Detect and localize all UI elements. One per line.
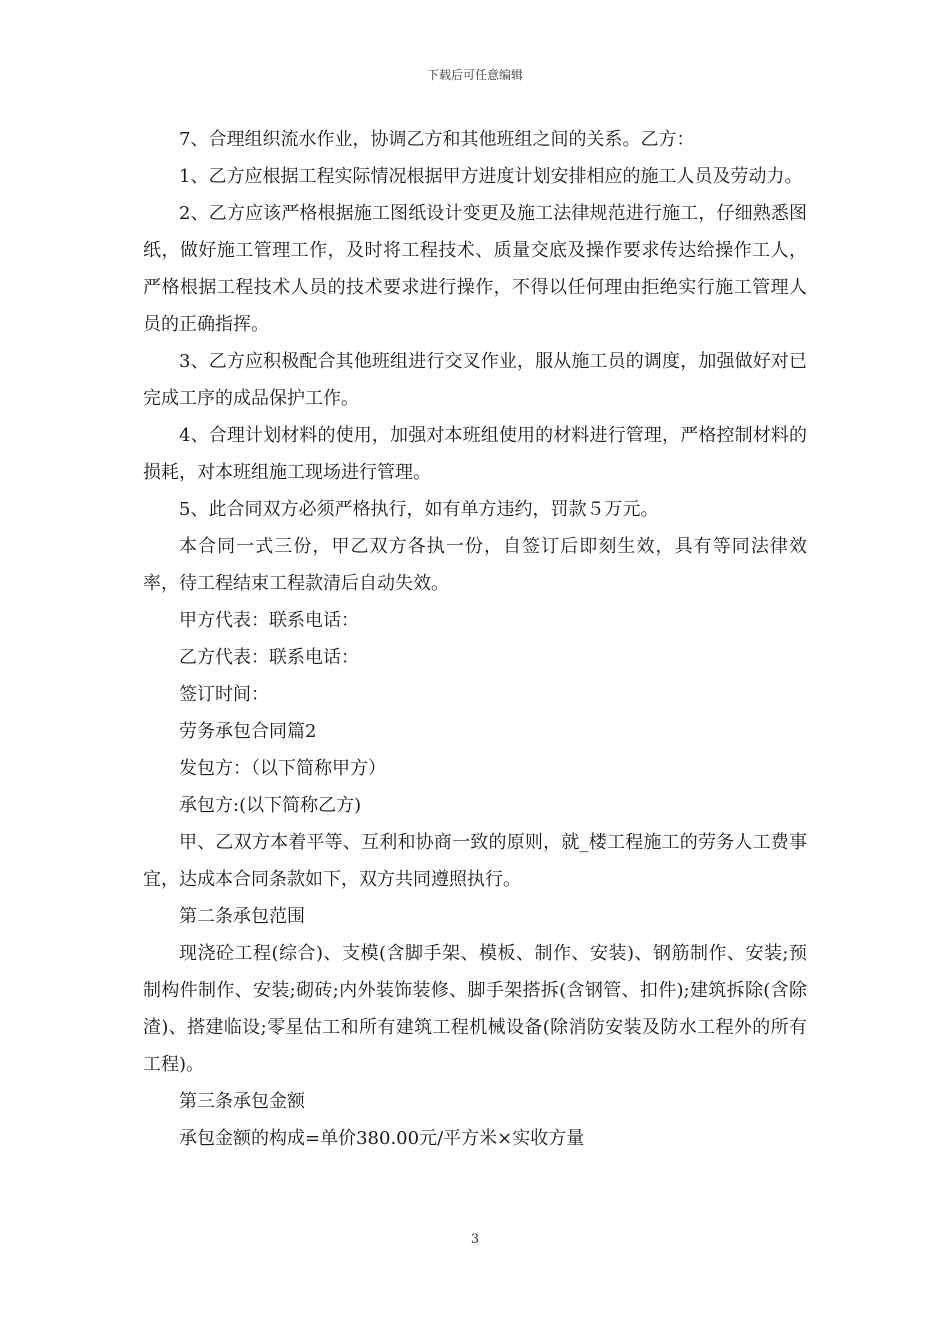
paragraph-scope: 现浇砼工程(综合)、支模(含脚手架、模板、制作、安装)、钢筋制作、安装;预制构件制作、安装;砌砖;内外装饰装修、脚手架搭拆(含钢管、扣件);建筑拆除(含除渣)、搭建临设;零星估工和所有建筑工程机械设备(除消防安装及防水工程外的所有工程)。 — [143, 943, 807, 1075]
contractor-party-a: 发包方：（以下简称甲方） — [179, 758, 386, 779]
page-number: 3 — [470, 1232, 480, 1247]
paragraph-party-b-3: 3、乙方应积极配合其他班组进行交叉作业，服从施工员的调度，加强做好对已完成工序的成品保护工作。 — [143, 351, 807, 409]
paragraph-party-b-4: 4、合理计划材料的使用，加强对本班组使用的材料进行管理，严格控制材料的损耗，对本班组施工现场进行管理。 — [143, 425, 807, 483]
article-2-heading: 第二条承包范围 — [179, 906, 305, 927]
party-a-representative: 甲方代表：联系电话： — [179, 610, 359, 631]
paragraph-principle: 甲、乙双方本着平等、互利和协商一致的原则，就_楼工程施工的劳务人工费事宜，达成本合同条款如下，双方共同遵照执行。 — [143, 832, 807, 890]
paragraph-clause-7: 7、合理组织流水作业，协调乙方和其他班组之间的关系。乙方： — [179, 129, 695, 150]
contract-2-title: 劳务承包合同篇2 — [179, 721, 317, 742]
paragraph-party-b-2: 2、乙方应该严格根据施工图纸设计变更及施工法律规范进行施工，仔细熟悉图纸，做好施工管理工作，及时将工程技术、质量交底及操作要求传达给操作工人，严格根据工程技术人员的技术要求进行操作，不得以任何理由拒绝实行施工管理人员的正确指挥。 — [143, 203, 807, 335]
article-3-heading: 第三条承包金额 — [179, 1091, 305, 1112]
party-b-representative: 乙方代表：联系电话： — [179, 647, 359, 668]
paragraph-amount: 承包金额的构成=单价380.00元/平方米×实收方量 — [179, 1128, 585, 1149]
contractor-party-b: 承包方:(以下简称乙方) — [179, 795, 362, 816]
document-body — [143, 121, 807, 1157]
paragraph-copies: 本合同一式三份，甲乙双方各执一份，自签订后即刻生效，具有等同法律效率，待工程结束工程款清后自动失效。 — [143, 536, 807, 594]
page-header: 下载后可任意编辑 — [426, 68, 523, 82]
signing-date: 签订时间： — [179, 684, 269, 705]
paragraph-party-b-5: 5、此合同双方必须严格执行，如有单方违约，罚款５万元。 — [179, 499, 659, 520]
paragraph-party-b-1: 1、乙方应根据工程实际情况根据甲方进度计划安排相应的施工人员及劳动力。 — [179, 166, 803, 187]
